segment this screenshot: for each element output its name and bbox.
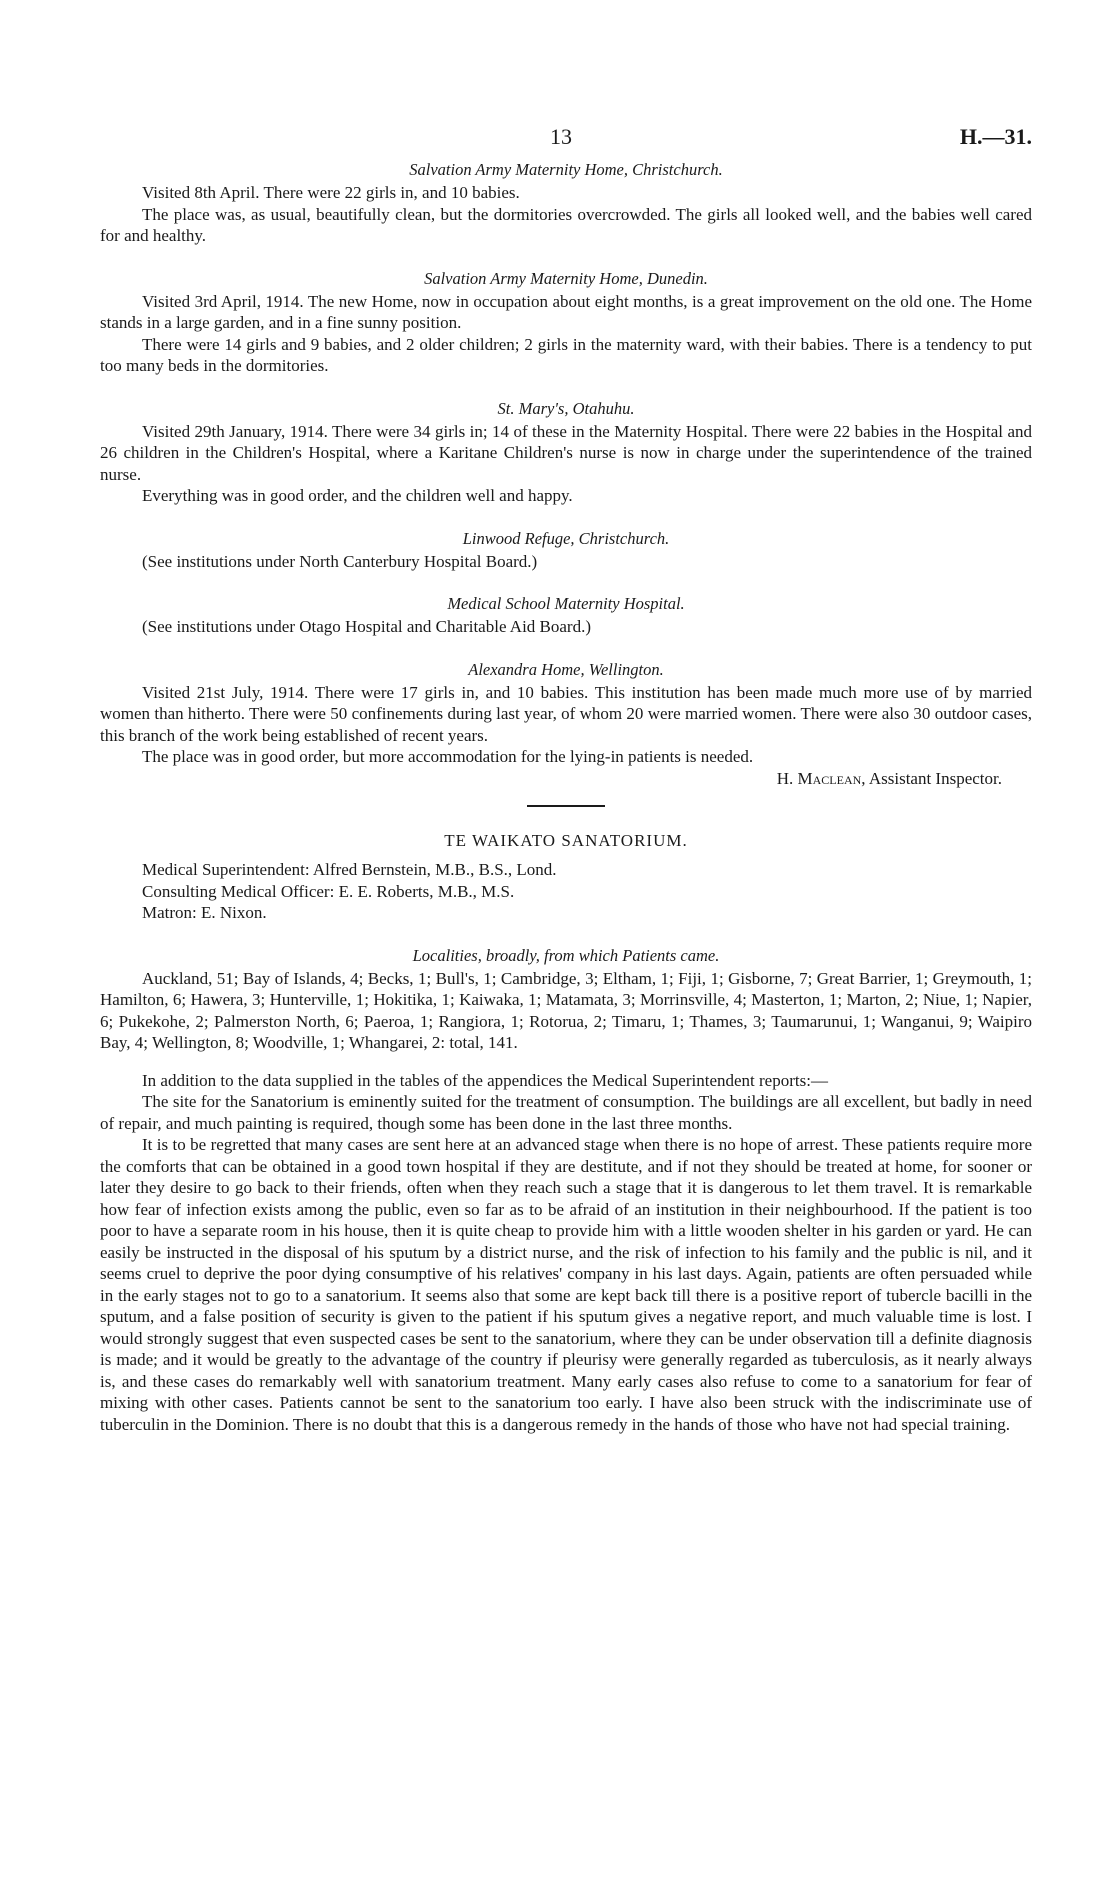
paragraph: Everything was in good order, and the children well and happy. [142, 486, 573, 505]
paragraph: There were 14 girls and 9 babies, and 2 older children; 2 girls in the maternity ward, with their babies. There is a tendency to put too many beds in the dormitories. [100, 334, 1032, 375]
section-title-medical-school: Medical School Maternity Hospital. [447, 594, 685, 613]
staff-consulting: Consulting Medical Officer: E. E. Roberts, M.B., M.S. [142, 881, 515, 901]
signature-name: H. Maclean, [776, 768, 866, 788]
section-title-otahuhu: St. Mary's, Otahuhu. [497, 398, 635, 418]
signature [100, 768, 1002, 790]
signature-role: Assistant Inspector. [868, 768, 1002, 788]
paragraph: The place was, as usual, beautifully clean, but the dormitories overcrowded. The girls all looked well, and the babies well cared for and healthy. [100, 204, 1032, 245]
section-title-sanatorium: TE WAIKATO SANATORIUM. [444, 831, 688, 850]
paragraph: In addition to the data supplied in the tables of the appendices the Medical Superintendent reports:— [142, 1070, 828, 1090]
staff-matron: Matron: E. Nixon. [142, 903, 267, 922]
paragraph: Visited 21st July, 1914. There were 17 girls in, and 10 babies. This institution has been made much more use of by married women than hitherto. There were 50 confinements during last year, of whom 20 were married women. There were also 30 outdoor cases, this branch of the work being established of recent years. [100, 682, 1032, 745]
document-page [100, 108, 1032, 1435]
paragraph: The place was in good order, but more accommodation for the lying-in patients is needed. [142, 747, 754, 766]
localities-title: Localities, broadly, from which Patients came. [412, 945, 720, 965]
page-header [100, 108, 1032, 160]
document-reference: H.—31. [959, 124, 1032, 149]
page-number: 13 [550, 124, 572, 149]
paragraph: (See institutions under North Canterbury Hospital Board.) [142, 551, 538, 571]
section-title-christchurch: Salvation Army Maternity Home, Christchurch. [409, 160, 723, 179]
paragraph: It is to be regretted that many cases are sent here at an advanced stage when there is no hope of arrest. These patients require more the comforts that can be obtained in a good town hospital if they are destitute, and if not they should be treated at home, for sooner or later they desire to go back to their friends, often when they reach such a stage that it is dangerous to let them travel. It is remarkable how fear of infection exists among the public, even so far as to be afraid of an institution in their neighbourhood. If the patient is too poor to have a separate room in his house, then it is quite cheap to provide him with a little wooden shelter in his garden or yard. He can easily be instructed in the disposal of his sputum by a district nurse, and the risk of infection to his family and the public is nil, and it seems cruel to deprive the poor dying consumptive of his relatives' company in his last days. Again, patients are often persuaded while in the early stages not to go to a sanatorium. It seems also that some are kept back till there is a positive report of tubercle bacilli in the sputum, and a false position of security is given to the patient if his sputum gives a negative report, and much valuable time is lost. I would strongly suggest that even suspected cases be sent to the sanatorium, where they can be under observation till a definite diagnosis is made; and it would be greatly to the advantage of the country if pleurisy were generally regarded as tuberculosis, as it nearly always is, and these cases do remarkably well with sanatorium treatment. Many early cases also refuse to come to a sanatorium for fear of mixing with other cases. Patients cannot be sent to the sanatorium too early. I have also been struck with the indiscriminate use of tuberculin in the Dominion. There is no doubt that this is a dangerous remedy in the hands of those who have not had special training. [100, 1135, 1032, 1434]
section-title-dunedin: Salvation Army Maternity Home, Dunedin. [424, 268, 708, 288]
paragraph: Visited 3rd April, 1914. The new Home, now in occupation about eight months, is a great improvement on the old one. The Home stands in a large garden, and in a fine sunny position. [100, 291, 1032, 332]
staff-superintendent: Medical Superintendent: Alfred Bernstein, M.B., B.S., Lond. [142, 860, 557, 879]
paragraph: Visited 8th April. There were 22 girls in, and 10 babies. [142, 183, 520, 202]
paragraph: The site for the Sanatorium is eminently suited for the treatment of consumption. The buildings are all excellent, but badly in need of repair, and much painting is required, though some has been done in the last three months. [100, 1092, 1032, 1133]
paragraph: Visited 29th January, 1914. There were 34 girls in; 14 of these in the Maternity Hospital. There were 22 babies in the Hospital and 26 children in the Children's Hospital, where a Karitane Children's nurse is now in charge under the superintendence of the trained nurse. [100, 421, 1032, 484]
section-divider [527, 805, 605, 807]
localities-list: Auckland, 51; Bay of Islands, 4; Becks, 1; Bull's, 1; Cambridge, 3; Eltham, 1; Fiji, 1; Gisborne, 7; Great Barrier, 1; Greymouth, 1; Hamilton, 6; Hawera, 3; Hunterville, 1; Hokitika, 1; Kaiwaka, 1; Matamata, 3; Morrinsville, 4; Masterton, 1; Marton, 2; Niue, 1; Napier, 6; Pukekohe, 2; Palmerston North, 6; Paeroa, 1; Rangiora, 1; Rotorua, 2; Timaru, 1; Thames, 3; Taumarunui, 1; Wanganui, 9; Waipiro Bay, 4; Wellington, 8; Woodville, 1; Whangarei, 2: total, 141. [100, 968, 1032, 1052]
paragraph: (See institutions under Otago Hospital and Charitable Aid Board.) [142, 617, 592, 636]
section-title-linwood: Linwood Refuge, Christchurch. [462, 528, 670, 548]
section-title-alexandra: Alexandra Home, Wellington. [468, 659, 664, 679]
